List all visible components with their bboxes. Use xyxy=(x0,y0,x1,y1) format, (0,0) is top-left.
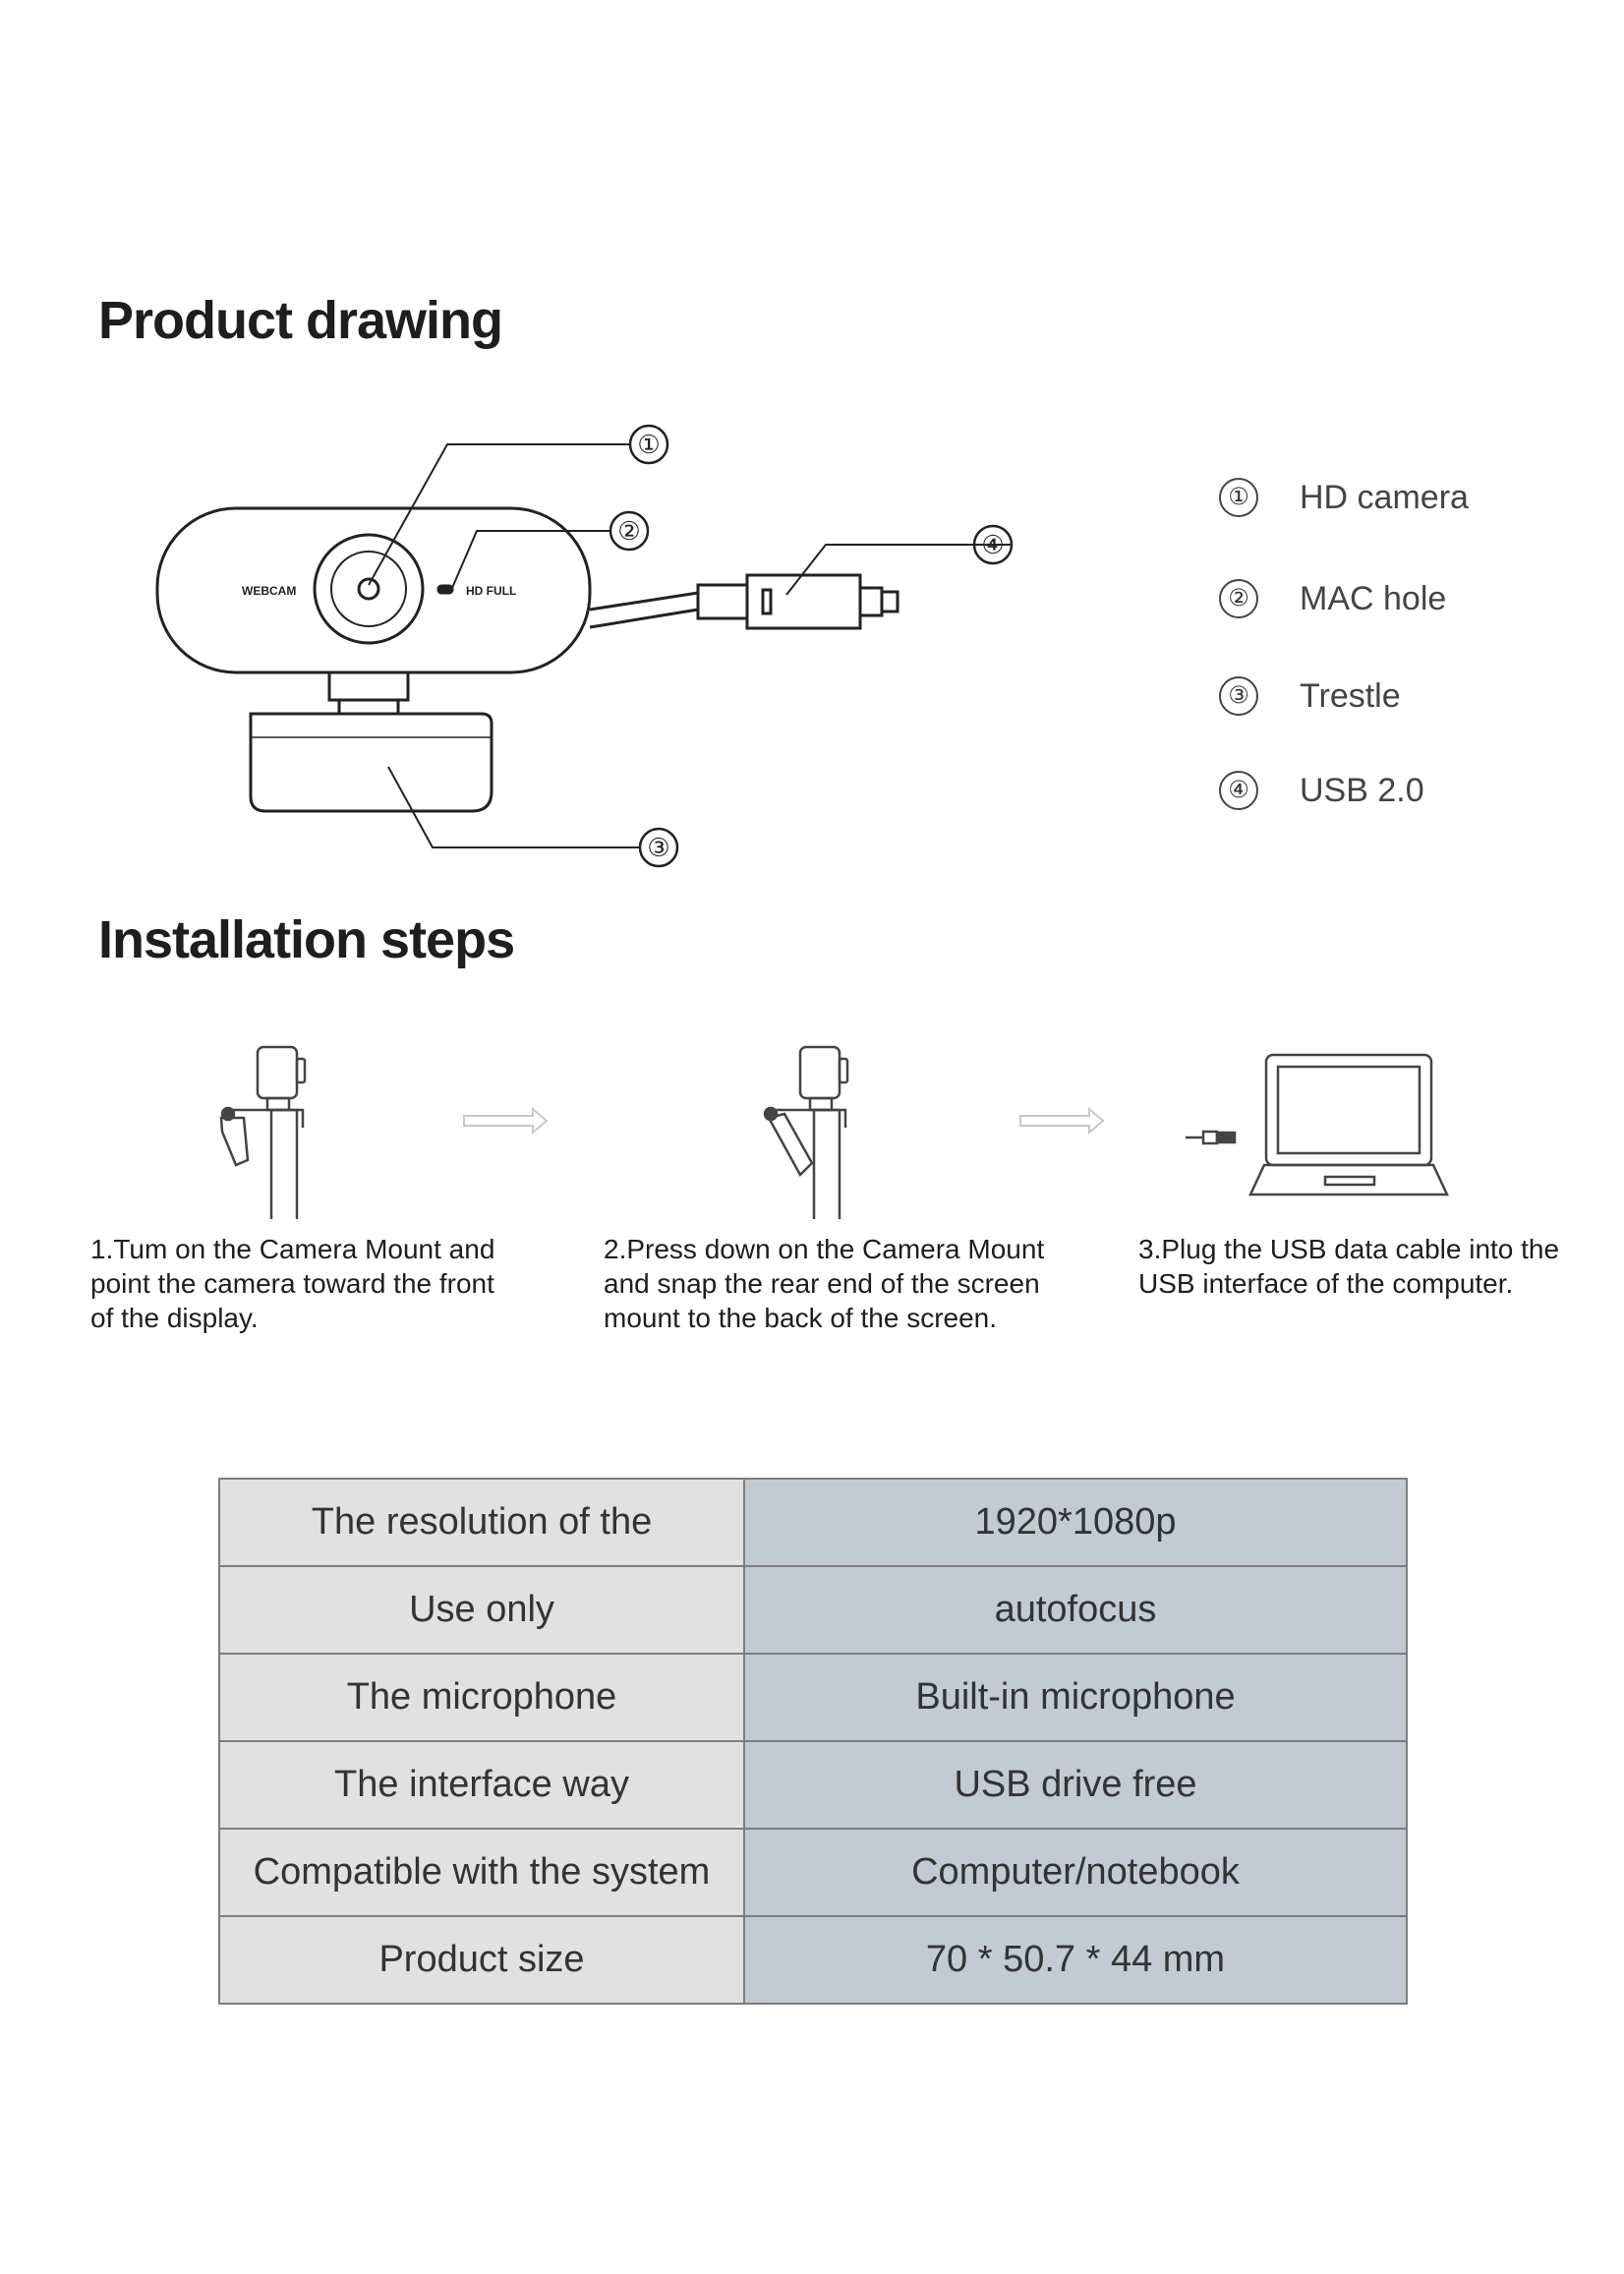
step-3-text: 3.Plug the USB data cable into the USB interface of the computer. xyxy=(1138,1234,1560,1299)
step-1-text: 1.Tum on the Camera Mount and point the camera toward the front of the display. xyxy=(90,1234,495,1333)
legend-number: ③ xyxy=(1219,676,1258,716)
legend-number: ④ xyxy=(1219,771,1258,810)
legend-item xyxy=(1219,676,1401,716)
spec-key: The interface way xyxy=(219,1741,744,1829)
step-2-text: 2.Press down on the Camera Mount and snap the rear end of the screen mount to the back of the screen. xyxy=(604,1234,1045,1333)
spec-key: The microphone xyxy=(219,1654,744,1741)
camera-label-right: HD FULL xyxy=(466,584,517,598)
table-row xyxy=(219,1566,1407,1654)
table-row xyxy=(219,1741,1407,1829)
table-row xyxy=(219,1829,1407,1916)
usb-connector xyxy=(860,588,882,615)
callout-3: ③ xyxy=(647,833,670,862)
step-1-illustration xyxy=(206,1037,324,1219)
callout-4: ④ xyxy=(981,530,1005,559)
webcam-drawing xyxy=(138,413,1022,885)
arrow-right-icon xyxy=(462,1106,551,1136)
arrow-right-icon xyxy=(1018,1106,1107,1136)
legend-label: MAC hole xyxy=(1300,579,1447,617)
legend-label: HD camera xyxy=(1300,478,1469,516)
spec-key: Use only xyxy=(219,1566,744,1654)
trestle-base xyxy=(251,714,492,811)
legend-number: ① xyxy=(1219,478,1258,517)
step-3-illustration xyxy=(1180,1047,1484,1219)
leader-1 xyxy=(369,444,629,585)
legend-item xyxy=(1219,771,1424,810)
usb-cable xyxy=(590,593,698,610)
callout-1: ① xyxy=(637,430,661,459)
table-row xyxy=(219,1654,1407,1741)
spec-table xyxy=(218,1478,1408,2005)
callout-2: ② xyxy=(617,516,641,546)
camera-label-left: WEBCAM xyxy=(242,584,297,598)
spec-key: Compatible with the system xyxy=(219,1829,744,1916)
spec-key: Product size xyxy=(219,1916,744,2004)
usb-plug-collar xyxy=(698,585,747,618)
mac-hole xyxy=(438,586,452,593)
spec-value: Computer/notebook xyxy=(744,1829,1407,1916)
leader-4 xyxy=(786,545,1013,595)
legend-label: Trestle xyxy=(1300,676,1401,715)
table-row xyxy=(219,1916,1407,2004)
legend-label: USB 2.0 xyxy=(1300,771,1424,809)
spec-value: autofocus xyxy=(744,1566,1407,1654)
legend-item xyxy=(1219,478,1469,517)
leader-3 xyxy=(388,767,639,847)
trestle-neck xyxy=(329,672,408,700)
camera-body xyxy=(157,508,590,672)
legend-item xyxy=(1219,579,1446,618)
spec-value: USB drive free xyxy=(744,1741,1407,1829)
installation-steps-heading: Installation steps xyxy=(98,910,515,969)
table-row xyxy=(219,1479,1407,1566)
step-2-illustration xyxy=(749,1037,867,1219)
product-drawing-heading: Product drawing xyxy=(98,291,503,350)
spec-value: Built-in microphone xyxy=(744,1654,1407,1741)
spec-key: The resolution of the xyxy=(219,1479,744,1566)
legend-number: ② xyxy=(1219,579,1258,618)
spec-value: 70 * 50.7 * 44 mm xyxy=(744,1916,1407,2004)
spec-value: 1920*1080p xyxy=(744,1479,1407,1566)
